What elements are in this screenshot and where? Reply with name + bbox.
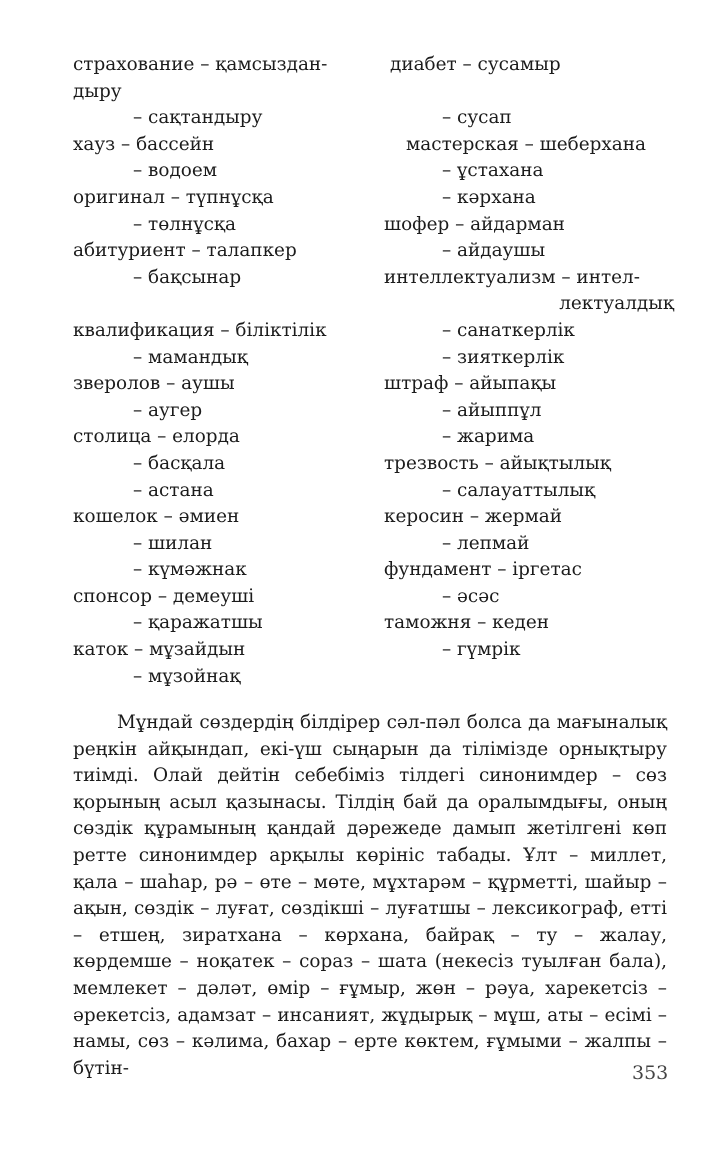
right-entry-3: мастерская – шеберхана <box>406 133 646 155</box>
right-entry-4: – ұстахана <box>442 160 544 182</box>
right-entry-2: – сусап <box>442 107 512 129</box>
right-entry-7: – айдаушы <box>442 240 546 262</box>
right-entry-13: – айыппұл <box>442 399 542 421</box>
left-entry-14: столица – елорда <box>73 426 240 448</box>
right-spacer <box>384 79 674 106</box>
right-entry-10: – санаткерлік <box>442 319 575 341</box>
left-entry-23: – мұзойнақ <box>133 665 241 687</box>
left-entry-21: – қаражатшы <box>133 612 263 634</box>
left-entry-11: – мамандық <box>133 346 248 368</box>
left-entry-20: спонсор – демеуші <box>73 585 255 607</box>
right-entry-18: – лепмай <box>442 532 530 554</box>
left-entry-4: хауз – бассейн <box>73 133 215 155</box>
left-spacer <box>73 291 373 318</box>
left-entry-7: – төлнұсқа <box>133 213 237 235</box>
right-entry-19: фундамент – іргетас <box>384 559 582 581</box>
left-entry-13: – аугер <box>133 399 203 421</box>
right-entry-12: штраф – айыпақы <box>384 373 557 395</box>
left-entry-3: – сақтандыру <box>133 107 263 129</box>
left-word-column <box>73 52 373 690</box>
left-entry-6: оригинал – түпнұсқа <box>73 186 274 208</box>
right-entry-22: – гүмрік <box>442 639 521 661</box>
left-entry-18: – шилан <box>133 532 213 554</box>
left-entry-2: дыру <box>73 80 122 102</box>
right-entry-9: лектуалдық <box>559 293 674 315</box>
left-entry-16: – астана <box>133 479 214 501</box>
right-entry-5: – кәрхана <box>442 186 536 208</box>
left-entry-9: – бақсынар <box>133 266 242 288</box>
page-number: 353 <box>632 1062 669 1084</box>
right-entry-8: интеллектуализм – интел- <box>384 266 640 288</box>
left-entry-22: каток – мұзайдын <box>73 639 246 661</box>
right-entry-1: диабет – сусамыр <box>390 54 561 75</box>
right-entry-21: таможня – кеден <box>384 612 550 634</box>
left-entry-15: – басқала <box>133 452 226 474</box>
right-entry-6: шофер – айдарман <box>384 213 565 235</box>
body-paragraph <box>73 710 667 1082</box>
left-entry-5: – водоем <box>133 160 218 182</box>
left-entry-12: зверолов – аушы <box>73 373 235 395</box>
right-entry-14: – жарима <box>442 426 535 448</box>
left-entry-17: кошелок – әмиен <box>73 506 240 528</box>
right-entry-17: керосин – жермай <box>384 506 563 528</box>
right-entry-16: – салауаттылық <box>442 479 596 501</box>
right-entry-11: – зияткерлік <box>442 346 565 368</box>
right-word-column <box>384 52 674 664</box>
left-entry-19: – күмәжнак <box>133 559 247 581</box>
left-entry-8: абитуриент – талапкер <box>73 240 297 262</box>
left-entry-10: квалификация – біліктілік <box>73 319 327 341</box>
right-entry-20: – әсәс <box>442 585 500 607</box>
right-entry-15: трезвость – айықтылық <box>384 452 611 474</box>
left-entry-1: страхование – қамсыздан- <box>73 54 328 75</box>
paragraph-text: Мұндай сөздердің білдірер сәл-пәл болса да мағыналық реңкін айқындап, екі-үш сыңарын да тілімізде орнықтыру тиімді. Олай дейтін себебіміз тілдегі синонимдер – сөз қорының асыл қазынасы. Тілдің бай да оралымдығы, оның сөздік құрамының қандай дәрежеде дамып жетілгені көп ретте синонимдер арқылы көрініс табады. Ұлт – миллет, қала – шаһар, рә – өте – мөте, мұхтарәм – құрметті, шайыр – ақын, сөздік – луғат, сөздікші – луғатшы – лексикограф, етті – етшең, зиратхана – көрхана, байрақ – ту – жалау, көрдемше – ноқатек – сораз – шата (некесіз туылған бала), мемлекет – дәләт, өмір – ғұмыр, жөн – рәуа, харекетсіз – әрекетсіз, адамзат – инсаният, жұдырық – мұш, аты – есімі – намы, сөз – кәлима, бахар – ерте көктем, ғұмыми – жалпы – бүтін- <box>73 712 667 1079</box>
